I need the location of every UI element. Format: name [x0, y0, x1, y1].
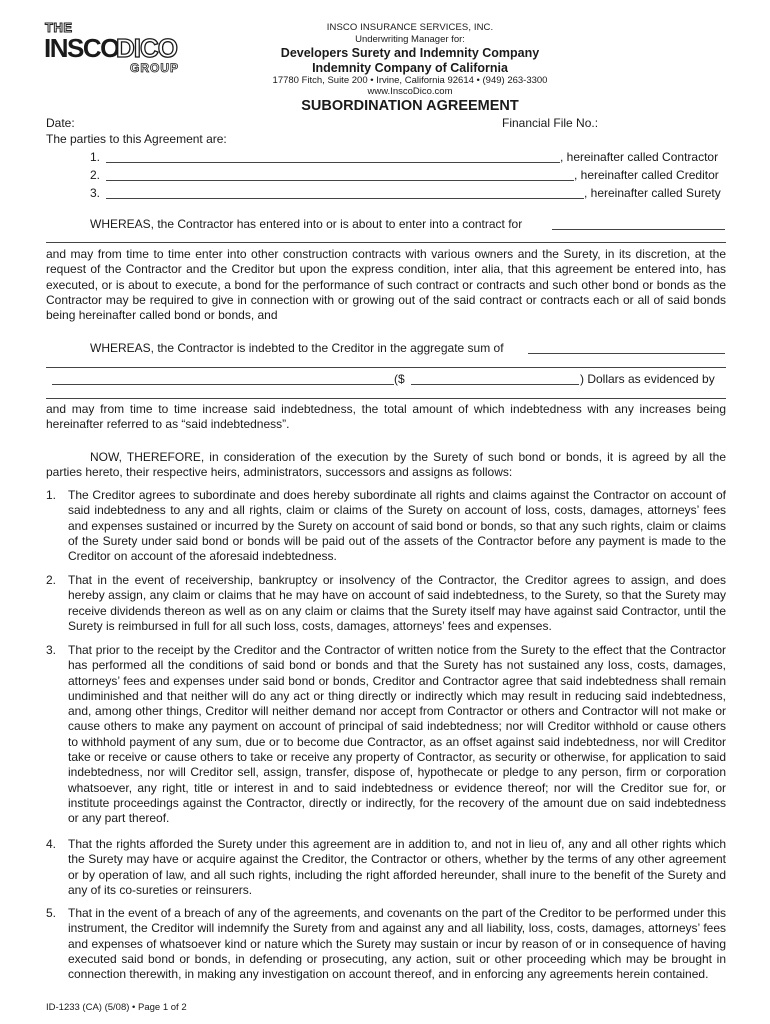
item-text: That prior to the receipt by the Creditor and the Contractor of written notice from the Surety to the effect that the Contractor has performed all the conditions of said bond or bonds and that the Surety has not sustained any loss, costs, damages, attorneys’ fees and expenses under said bond or bonds, Creditor and Contractor agree that said indebtedness shall remain undiminished and that neither will do any act or thing directly or indirectly which may result in reducing said indebtedness, and, among other things, Creditor will neither demand nor accept from Contractor or others and Contractor will not make or cause others to make any payment on account of principal of said indebtedness; nor will Creditor withhold or cause others to withhold payment of any sum, due or to become due Contractor, as an offset against said indebtedness, nor will Creditor take or receive or cause others to take or receive any property of Contractor, as security or otherwise, for application to said indebtedness, nor will Creditor sell, assign, transfer, dispose of, hypothecate or pledge to any person, firm or corporation whatsoever, any right, title or interest in and to said indebtedness or evidence thereof; nor will the Creditor sue for, or institute proceedings against the Contractor, directly or indirectly, for the recovery of the amount due on said indebtedness or any part thereof. [68, 643, 726, 826]
item-number: 4. [46, 837, 57, 851]
item-text: That in the event of a breach of any of the agreements, and covenants on the part of the Creditor to be performed under this instrument, the Creditor will indemnify the Surety from and against any and all liability, loss, costs, damages, attorneys’ fees and expenses of whatsoever kind or nature which the Surety may sustain or incur by reason of or in consequence of having executed said bond or bonds, in defending or prosecuting, any action, suit or other proceeding which may be brought in connection therewith, in making any investigation on account thereof, and in enforcing any agreements herein contained. [68, 906, 726, 982]
logo-bottom-word: GROUP [130, 61, 180, 75]
header-company-name-1: Developers Surety and Indemnity Company [280, 46, 540, 60]
header-company: INSCO INSURANCE SERVICES, INC. [326, 22, 494, 33]
contract-description-line[interactable] [552, 229, 725, 230]
party-role-label: , hereinafter called Contractor [560, 150, 719, 164]
amount-figures-line[interactable] [411, 384, 579, 385]
item-number: 5. [46, 906, 57, 920]
date-label: Date: [46, 116, 75, 130]
contract-paragraph: and may from time to time enter into other construction contracts with various owners and the Surety, in its discretion, at the request of the Contractor and the Creditor but upon the express condition, inter alia, that this agreement be entered into, has executed, or is about to execute, a bond for the performance of such contract or contracts and such other bond or bonds as the Contractor may be required to give in connection with or growing out of the said contract or contracts each or all of said bonds being hereinafter called bond or bonds, and [46, 247, 726, 323]
party-role-label: , hereinafter called Creditor [574, 168, 719, 182]
party-number: 1. [90, 150, 101, 164]
item-text: That in the event of receivership, bankruptcy or insolvency of the Contractor, the Creditor agrees to assign, and does hereby assign, any claim or claims that he may have on account of said indebtedness, to the Surety, so that the Surety may receive dividends thereon as well as on any claim or claims that the Surety itself may have against said Contractor, until the Surety is reimbursed in full for all such loss, costs, damages, attorneys’ fees and expenses. [68, 573, 726, 633]
financial-file-label: Financial File No.: [502, 116, 599, 130]
page-footer: ID-1233 (CA) (5/08) • Page 1 of 2 [46, 1002, 187, 1013]
creditor-name-line[interactable] [106, 180, 574, 181]
item-text: That the rights afforded the Surety under this agreement are in addition to, and not in lieu of, any and all other rights which the Surety may have or acquire against the Creditor, the Contractor or others, whether by the terms of any other agreement or by operation of law, and all such rights, including the right afforded hereunder, shall inure to the benefit of the Surety and any of its co-sureties or reinsurers. [68, 837, 726, 897]
logo-top-word: THE [45, 20, 73, 35]
aggregate-sum-line[interactable] [528, 353, 725, 354]
surety-name-line[interactable] [106, 198, 584, 199]
party-role-label: , hereinafter called Surety [584, 186, 721, 200]
item-number: 1. [46, 488, 57, 502]
contractor-name-line[interactable] [106, 162, 560, 163]
evidence-line[interactable] [46, 398, 726, 399]
dollar-open: ($ [394, 372, 405, 386]
contract-description-line-2[interactable] [46, 242, 726, 243]
item-text: The Creditor agrees to subordinate and does hereby subordinate all rights and claims against the Contractor on account of said indebtedness to any and all rights, claim or claims of the Surety on account of loss, costs, damages, attorneys’ fees and expenses sustained or incurred by the Surety on account of said bond or bonds, so that any such rights, claim or claims of the Surety under said bond or bonds will be paid out of the assets of the Contractor before any payment is made to the Creditor on account of the aforesaid indebtedness. [68, 488, 726, 564]
document-title: SUBORDINATION AGREEMENT [301, 98, 519, 114]
logo-main-left: INSCO [44, 33, 119, 63]
item-number: 3. [46, 643, 57, 657]
insco-dico-logo [44, 20, 186, 76]
header-address: 17780 Fitch, Suite 200 • Irvine, California 92614 • (949) 263-3300 [272, 75, 548, 86]
amount-words-line[interactable] [52, 384, 394, 385]
aggregate-sum-line-2[interactable] [46, 367, 726, 368]
party-number: 3. [90, 186, 101, 200]
now-therefore-paragraph: NOW, THEREFORE, in consideration of the execution by the Surety of such bond or bonds, it is agreed by all the parties hereto, their respective heirs, administrators, successors and assigns as follows: [46, 450, 726, 480]
indebtedness-paragraph: and may from time to time increase said indebtedness, the total amount of which indebtedness with any increases being hereinafter referred to as “said indebtedness”. [46, 402, 726, 432]
parties-intro: The parties to this Agreement are: [46, 132, 227, 146]
header-company-name-2: Indemnity Company of California [312, 61, 508, 75]
header-subtitle: Underwriting Manager for: [355, 34, 465, 45]
party-number: 2. [90, 168, 101, 182]
whereas-indebted-text: WHEREAS, the Contractor is indebted to the Creditor in the aggregate sum of [90, 341, 504, 355]
whereas-contract-text: WHEREAS, the Contractor has entered into or is about to enter into a contract for [90, 217, 523, 231]
dollars-evidenced-label: ) Dollars as evidenced by [580, 372, 715, 386]
logo-main-right: DICO [116, 33, 177, 63]
item-number: 2. [46, 573, 57, 587]
header-website: www.InscoDico.com [367, 86, 453, 97]
